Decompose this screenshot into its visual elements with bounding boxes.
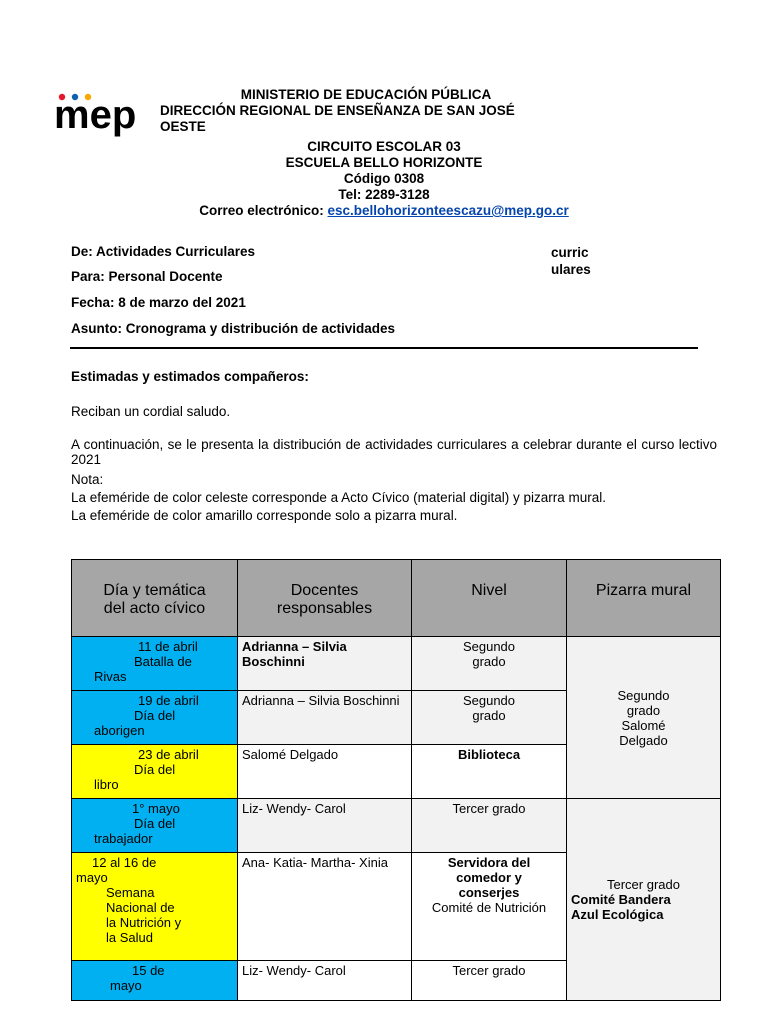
event-cell: 12 al 16 de mayo Semana Nacional de la Nutrición y la Salud — [72, 853, 238, 961]
event-cell: 23 de abril Día del libro — [72, 745, 238, 799]
docentes-cell: Liz- Wendy- Carol — [238, 961, 412, 1001]
col-header-docentes: Docentes responsables — [238, 560, 412, 637]
email-line — [170, 203, 598, 219]
nivel-cell: Tercer grado — [412, 961, 567, 1001]
table-header-row — [72, 560, 721, 637]
note-amarillo: La efeméride de color amarillo corresponde solo a pizarra mural. — [71, 508, 458, 523]
col-header-nivel: Nivel — [412, 560, 567, 637]
email-link[interactable]: esc.bellohorizonteescazu@mep.go.cr — [327, 203, 569, 218]
nivel-cell: Tercer grado — [412, 799, 567, 853]
ministry-title: MINISTERIO DE EDUCACIÓN PÚBLICA — [240, 87, 492, 102]
nivel-cell: Segundo grado — [412, 637, 567, 691]
side-note-2: ulares — [551, 262, 591, 277]
memo-to: Para: Personal Docente — [71, 269, 223, 284]
event-cell: 11 de abril Batalla de Rivas — [72, 637, 238, 691]
svg-text:mep: mep — [54, 93, 137, 137]
docentes-cell: Adrianna – Silvia Boschinni — [238, 637, 412, 691]
circuito: CIRCUITO ESCOLAR 03 — [307, 139, 461, 154]
memo-subject: Asunto: Cronograma y distribución de actividades — [71, 321, 396, 336]
docentes-cell: Salomé Delgado — [238, 745, 412, 799]
col-header-pizarra: Pizarra mural — [567, 560, 721, 637]
note-label: Nota: — [71, 472, 104, 487]
pizarra-cell-1: Segundo grado Salomé Delgado — [567, 637, 721, 799]
intro-paragraph: A continuación, se le presenta la distribución de actividades curriculares a celebrar durante el curso lectivo 2021 — [71, 437, 717, 467]
memo-date: Fecha: 8 de marzo del 2021 — [71, 295, 246, 310]
docentes-cell: Adrianna – Silvia Boschinni — [238, 691, 412, 745]
divider-line — [70, 347, 698, 349]
event-cell: 15 de mayo — [72, 961, 238, 1001]
schedule-table — [71, 559, 721, 1001]
school-phone: Tel: 2289-3128 — [338, 187, 430, 202]
greeting: Estimadas y estimados compañeros: — [71, 369, 309, 384]
pizarra-cell-2: Tercer grado Comité Bandera Azul Ecológica — [567, 799, 721, 1001]
saludo: Reciban un cordial saludo. — [71, 404, 231, 419]
memo-side-note — [551, 244, 591, 278]
memo-from: De: Actividades Curriculares — [71, 244, 256, 259]
regional-title-cont: OESTE — [160, 119, 206, 134]
email-label: Correo electrónico: — [199, 203, 324, 218]
docentes-cell: Liz- Wendy- Carol — [238, 799, 412, 853]
table-row — [72, 637, 721, 691]
mep-logo — [54, 92, 142, 142]
note-celeste: La efeméride de color celeste corresponde a Acto Cívico (material digital) y pizarra mural. — [71, 490, 606, 505]
event-cell: 19 de abril Día del aborigen — [72, 691, 238, 745]
regional-title: DIRECCIÓN REGIONAL DE ENSEÑANZA DE SAN JOSÉ — [160, 103, 515, 118]
school-code: Código 0308 — [343, 171, 425, 186]
nivel-cell: Biblioteca — [412, 745, 567, 799]
nivel-cell: Segundo grado — [412, 691, 567, 745]
side-note-1: curric — [551, 245, 589, 260]
nivel-cell: Servidora del comedor y conserjes Comité de Nutrición — [412, 853, 567, 961]
docentes-cell: Ana- Katia- Martha- Xinia — [238, 853, 412, 961]
table-row — [72, 799, 721, 853]
col-header-dia: Día y temática del acto cívico — [72, 560, 238, 637]
event-cell: 1° mayo Día del trabajador — [72, 799, 238, 853]
school-name: ESCUELA BELLO HORIZONTE — [285, 155, 483, 170]
